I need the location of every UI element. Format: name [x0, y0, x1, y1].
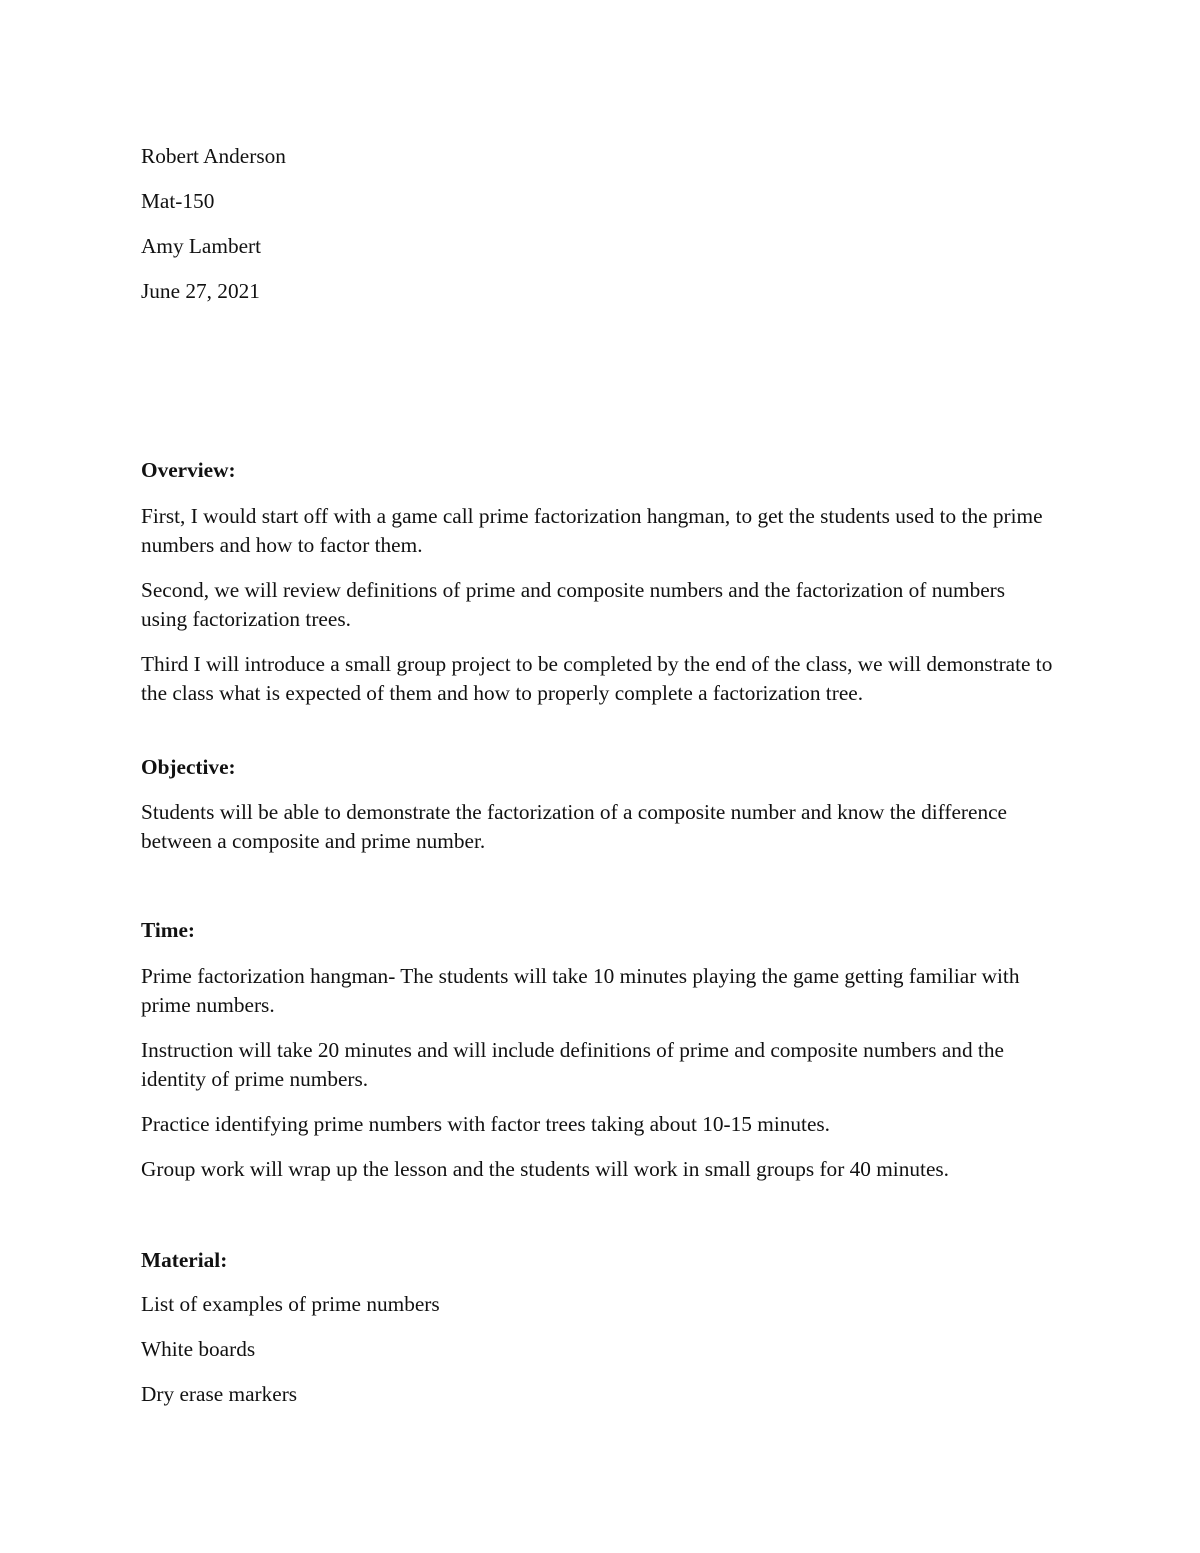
material-heading: Material: [141, 1248, 228, 1272]
time-heading: Time: [141, 918, 196, 942]
time-paragraph-1: Prime factorization hangman- The students will take 10 minutes playing the game getting familiar with prime numbers. [141, 964, 1020, 1017]
overview-paragraph-3: Third I will introduce a small group project to be completed by the end of the class, we will demonstrate to the class what is expected of them and how to properly complete a factorization tree. [141, 652, 1053, 705]
overview-heading: Overview: [141, 458, 236, 482]
document-date: June 27, 2021 [141, 279, 260, 303]
student-name: Robert Anderson [141, 144, 286, 168]
time-paragraph-3: Practice identifying prime numbers with factor trees taking about 10-15 minutes. [141, 1112, 831, 1136]
instructor-name: Amy Lambert [141, 234, 262, 258]
material-item: Dry erase markers [141, 1382, 298, 1406]
material-item: List of examples of prime numbers [141, 1292, 440, 1316]
course-code: Mat-150 [141, 189, 215, 213]
overview-paragraph-2: Second, we will review definitions of prime and composite numbers and the factorization of numbers using factorization trees. [141, 578, 1006, 631]
time-paragraph-2: Instruction will take 20 minutes and will include definitions of prime and composite numbers and the identity of prime numbers. [141, 1038, 1004, 1091]
time-paragraph-4: Group work will wrap up the lesson and the students will work in small groups for 40 minutes. [141, 1157, 950, 1181]
objective-heading: Objective: [141, 755, 236, 779]
material-item: White boards [141, 1337, 256, 1361]
overview-paragraph-1: First, I would start off with a game call prime factorization hangman, to get the students used to the prime numbers and how to factor them. [141, 504, 1043, 557]
objective-paragraph: Students will be able to demonstrate the factorization of a composite number and know the difference between a composite and prime number. [141, 800, 1007, 853]
